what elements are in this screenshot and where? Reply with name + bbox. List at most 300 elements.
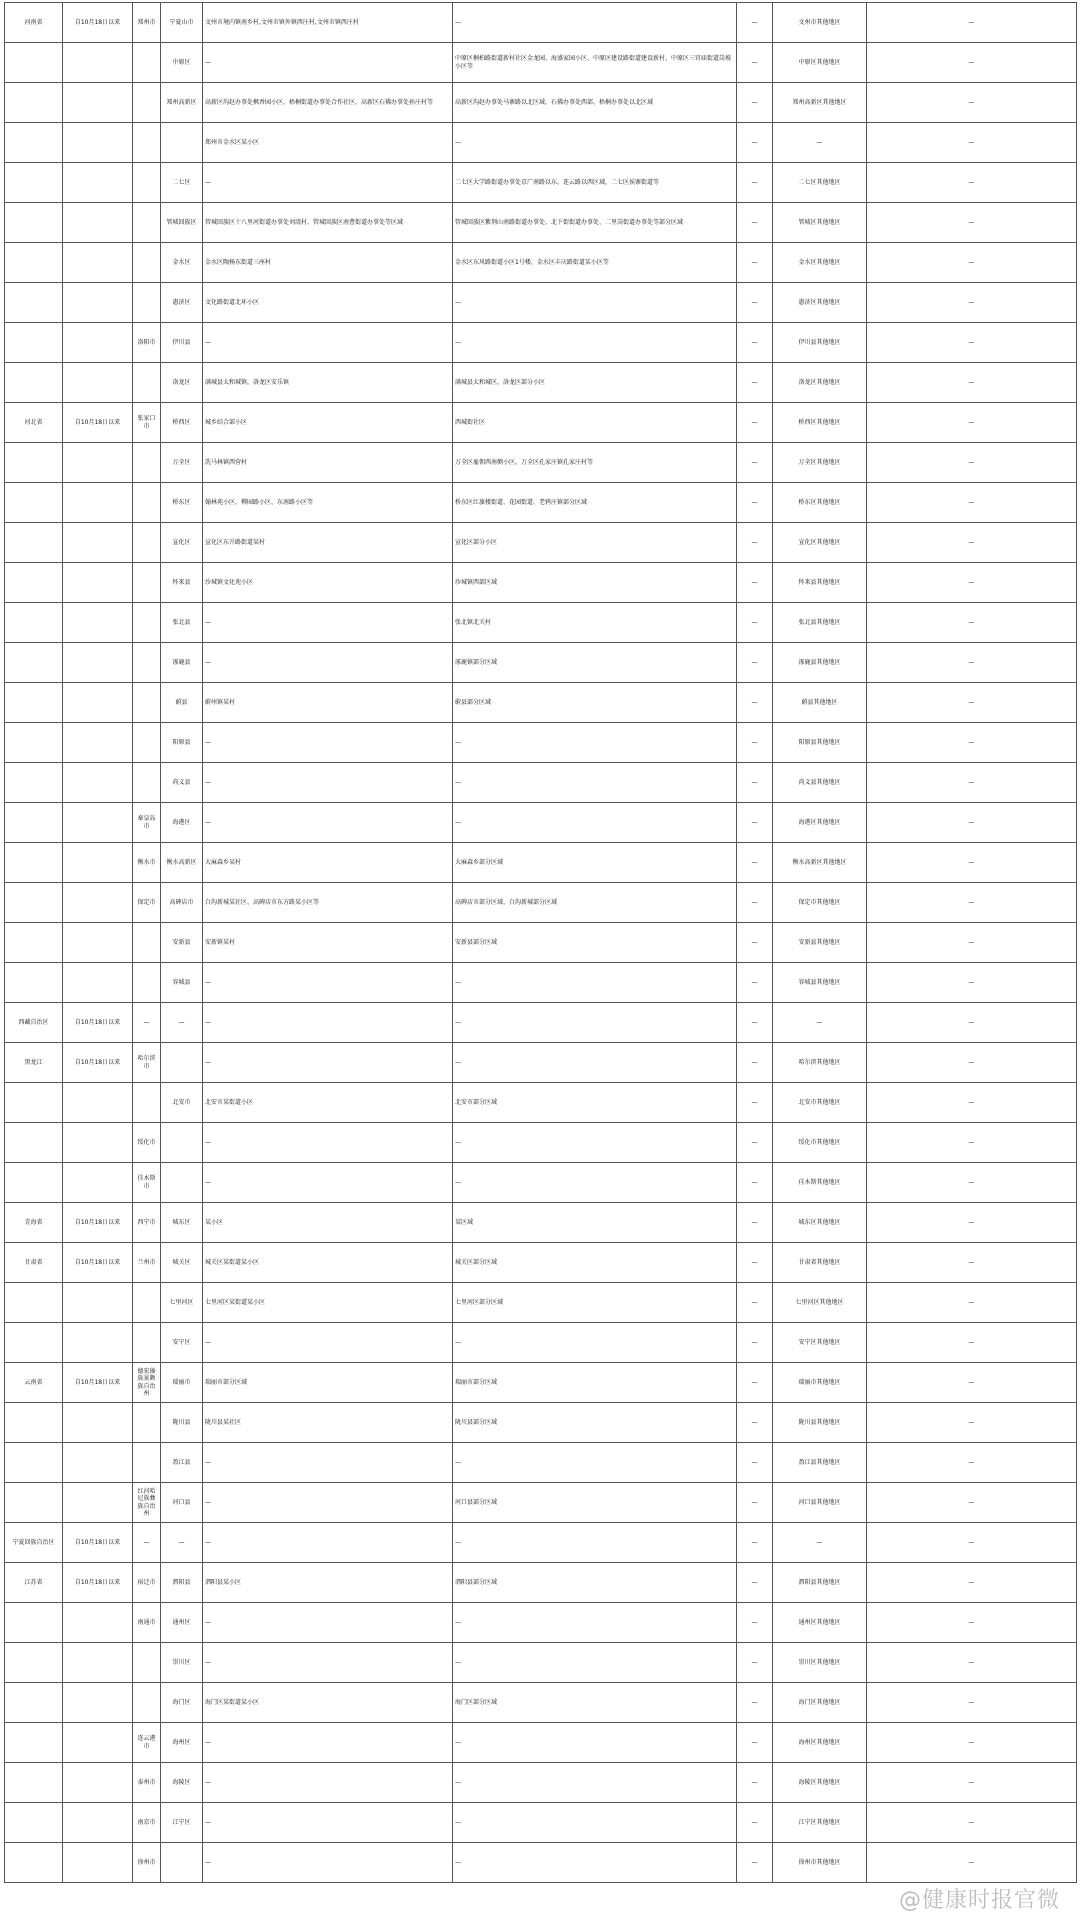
table-row	[5, 963, 1077, 1003]
cell-medium-risk: —	[453, 1123, 737, 1163]
cell-date	[63, 523, 133, 563]
cell-district: 宣化区	[161, 523, 203, 563]
cell-medium-risk: —	[453, 1603, 737, 1643]
cell-note: —	[737, 323, 773, 363]
cell-low-risk: 甘肃省其他地区	[773, 1243, 867, 1283]
cell-province	[5, 1683, 63, 1723]
cell-extra: —	[867, 683, 1077, 723]
cell-province	[5, 923, 63, 963]
cell-low-risk: 金水区其他地区	[773, 243, 867, 283]
cell-city	[133, 83, 161, 123]
cell-extra: —	[867, 1243, 1077, 1283]
cell-extra: —	[867, 1483, 1077, 1523]
cell-district: 二七区	[161, 163, 203, 203]
cell-date: 自10月18日以来	[63, 1523, 133, 1563]
cell-extra: —	[867, 923, 1077, 963]
cell-low-risk: 洛龙区其他地区	[773, 363, 867, 403]
cell-province	[5, 1603, 63, 1643]
cell-medium-risk: 蔚县部分区域	[453, 683, 737, 723]
cell-low-risk: —	[773, 1003, 867, 1043]
cell-district	[161, 1163, 203, 1203]
table-row	[5, 643, 1077, 683]
cell-province	[5, 803, 63, 843]
cell-district	[161, 123, 203, 163]
cell-low-risk: 泗阳县其他地区	[773, 1563, 867, 1603]
cell-note: —	[737, 1203, 773, 1243]
table-row	[5, 443, 1077, 483]
table-row	[5, 243, 1077, 283]
table-row	[5, 923, 1077, 963]
cell-note: —	[737, 563, 773, 603]
cell-district: 惠济区	[161, 283, 203, 323]
cell-high-risk: 郑州市金水区某小区	[203, 123, 453, 163]
cell-province	[5, 1323, 63, 1363]
cell-medium-risk: 河口县部分区域	[453, 1483, 737, 1523]
cell-low-risk: 陇川县其他地区	[773, 1403, 867, 1443]
cell-province	[5, 723, 63, 763]
cell-note: —	[737, 443, 773, 483]
risk-table-body	[5, 3, 1077, 1883]
cell-low-risk: —	[773, 123, 867, 163]
cell-low-risk: 尚义县其他地区	[773, 763, 867, 803]
cell-province	[5, 683, 63, 723]
cell-medium-risk: 西城街社区	[453, 403, 737, 443]
cell-extra: —	[867, 203, 1077, 243]
table-row	[5, 1683, 1077, 1723]
cell-medium-risk: —	[453, 763, 737, 803]
cell-city	[133, 283, 161, 323]
cell-high-risk: —	[203, 1643, 453, 1683]
cell-city	[133, 723, 161, 763]
cell-low-risk: 中原区其他地区	[773, 43, 867, 83]
cell-province	[5, 243, 63, 283]
cell-high-risk: —	[203, 603, 453, 643]
table-row	[5, 603, 1077, 643]
cell-high-risk: —	[203, 323, 453, 363]
cell-high-risk: 北安市某街道小区	[203, 1083, 453, 1123]
cell-district: 阳原县	[161, 723, 203, 763]
table-row	[5, 203, 1077, 243]
cell-city: 保定市	[133, 883, 161, 923]
cell-city	[133, 923, 161, 963]
cell-low-risk: 二七区其他地区	[773, 163, 867, 203]
cell-high-risk: —	[203, 803, 453, 843]
cell-medium-risk: —	[453, 1803, 737, 1843]
cell-medium-risk: —	[453, 1763, 737, 1803]
cell-date: 自10月18日以来	[63, 1043, 133, 1083]
cell-district: 崇川区	[161, 1643, 203, 1683]
table-row	[5, 83, 1077, 123]
cell-district: 蔚县	[161, 683, 203, 723]
cell-note: —	[737, 1043, 773, 1083]
cell-city	[133, 1443, 161, 1483]
cell-medium-risk: —	[453, 1443, 737, 1483]
cell-low-risk: 哈尔滨其他地区	[773, 1043, 867, 1083]
table-row	[5, 1243, 1077, 1283]
cell-note: —	[737, 1083, 773, 1123]
cell-medium-risk: 沙城镇西部区域	[453, 563, 737, 603]
cell-province	[5, 1123, 63, 1163]
cell-extra: —	[867, 1323, 1077, 1363]
cell-district: 泗阳县	[161, 1563, 203, 1603]
table-row	[5, 1003, 1077, 1043]
table-row	[5, 483, 1077, 523]
cell-high-risk: 翰林苑小区、柳园路小区、东南路小区等	[203, 483, 453, 523]
cell-district: 城东区	[161, 1203, 203, 1243]
cell-high-risk: 城乡结合部小区	[203, 403, 453, 443]
cell-date	[63, 1683, 133, 1723]
cell-medium-risk: —	[453, 1043, 737, 1083]
cell-low-risk: 怀来县其他地区	[773, 563, 867, 603]
cell-low-risk: —	[773, 1523, 867, 1563]
cell-city	[133, 203, 161, 243]
cell-date	[63, 283, 133, 323]
cell-medium-risk: 二七区大学路街道办事处京广南路以东、连云路以西区域，二七区侯寨街道等	[453, 163, 737, 203]
cell-city: —	[133, 1523, 161, 1563]
table-row	[5, 763, 1077, 803]
cell-note: —	[737, 1283, 773, 1323]
cell-medium-risk: 张北镇北关村	[453, 603, 737, 643]
cell-district: 伊川县	[161, 323, 203, 363]
cell-extra: —	[867, 283, 1077, 323]
cell-medium-risk: 高新区沟赵办事处马寨路以北区域、石佛办事处西部、梧桐办事处以北区域	[453, 83, 737, 123]
cell-low-risk: 崇川区其他地区	[773, 1643, 867, 1683]
table-row	[5, 1523, 1077, 1563]
cell-date	[63, 203, 133, 243]
cell-city	[133, 1643, 161, 1683]
cell-medium-risk: 某区域	[453, 1203, 737, 1243]
cell-note: —	[737, 483, 773, 523]
cell-low-risk: 安宁区其他地区	[773, 1323, 867, 1363]
cell-district: 衡水高新区	[161, 843, 203, 883]
cell-extra: —	[867, 1603, 1077, 1643]
cell-low-risk: 城东区其他地区	[773, 1203, 867, 1243]
cell-high-risk: —	[203, 43, 453, 83]
cell-date	[63, 1443, 133, 1483]
cell-date: 自10月18日以来	[63, 403, 133, 443]
cell-low-risk: 保定市其他地区	[773, 883, 867, 923]
cell-low-risk: 瑞丽市其他地区	[773, 1363, 867, 1403]
cell-low-risk: 江宁区其他地区	[773, 1803, 867, 1843]
cell-city: 秦皇岛市	[133, 803, 161, 843]
cell-date	[63, 1323, 133, 1363]
cell-medium-risk: 大麻森乡部分区域	[453, 843, 737, 883]
cell-high-risk: —	[203, 1123, 453, 1163]
cell-low-risk: 佳木斯其他地区	[773, 1163, 867, 1203]
cell-province	[5, 603, 63, 643]
cell-date	[63, 443, 133, 483]
cell-low-risk: 通州区其他地区	[773, 1603, 867, 1643]
table-row	[5, 563, 1077, 603]
table-row	[5, 803, 1077, 843]
cell-extra: —	[867, 1123, 1077, 1163]
cell-low-risk: 北安市其他地区	[773, 1083, 867, 1123]
cell-high-risk: 瑞丽市部分区域	[203, 1363, 453, 1403]
cell-extra: —	[867, 403, 1077, 443]
cell-date	[63, 1083, 133, 1123]
cell-city: 佳木斯市	[133, 1163, 161, 1203]
cell-province	[5, 1083, 63, 1123]
cell-extra: —	[867, 443, 1077, 483]
watermark: @健康时报官微	[898, 1888, 1060, 1913]
cell-high-risk: 安新镇某村	[203, 923, 453, 963]
cell-district: 宁夏山市	[161, 3, 203, 43]
cell-extra: —	[867, 963, 1077, 1003]
table-row	[5, 1363, 1077, 1403]
table-row	[5, 363, 1077, 403]
cell-low-risk: 海门区其他地区	[773, 1683, 867, 1723]
cell-note: —	[737, 43, 773, 83]
cell-extra: —	[867, 483, 1077, 523]
cell-district: 容城县	[161, 963, 203, 1003]
cell-city: 绥化市	[133, 1123, 161, 1163]
cell-date	[63, 1483, 133, 1523]
cell-note: —	[737, 1723, 773, 1763]
cell-extra: —	[867, 603, 1077, 643]
cell-city: 西宁市	[133, 1203, 161, 1243]
cell-city: 连云港市	[133, 1723, 161, 1763]
cell-extra: —	[867, 1643, 1077, 1683]
table-row	[5, 843, 1077, 883]
cell-extra: —	[867, 643, 1077, 683]
cell-district: 海陵区	[161, 1763, 203, 1803]
cell-medium-risk: 万全区雇佣西南侧小区，万全区孔家庄镇孔家庄村等	[453, 443, 737, 483]
table-row	[5, 3, 1077, 43]
cell-extra: —	[867, 1363, 1077, 1403]
cell-extra: —	[867, 363, 1077, 403]
cell-high-risk: —	[203, 723, 453, 763]
cell-low-risk: 海州区其他地区	[773, 1723, 867, 1763]
cell-city	[133, 123, 161, 163]
cell-province	[5, 1483, 63, 1523]
cell-date: 自10月18日以来	[63, 1243, 133, 1283]
cell-medium-risk: —	[453, 1523, 737, 1563]
cell-medium-risk: 金水区东风路街道小区1号楼、金水区丰庆路街道某小区等	[453, 243, 737, 283]
cell-district: 安新县	[161, 923, 203, 963]
cell-note: —	[737, 643, 773, 683]
cell-city: 衡水市	[133, 843, 161, 883]
cell-date	[63, 1843, 133, 1883]
cell-medium-risk: 安新县部分区域	[453, 923, 737, 963]
table-row	[5, 683, 1077, 723]
cell-province: 江苏省	[5, 1563, 63, 1603]
cell-low-risk: 徐州市其他地区	[773, 1843, 867, 1883]
cell-medium-risk: —	[453, 3, 737, 43]
cell-extra: —	[867, 1723, 1077, 1763]
cell-date	[63, 1123, 133, 1163]
cell-date	[63, 1723, 133, 1763]
cell-province: 西藏自治区	[5, 1003, 63, 1043]
cell-extra: —	[867, 1803, 1077, 1843]
cell-city	[133, 763, 161, 803]
cell-date	[63, 1603, 133, 1643]
cell-district: 城关区	[161, 1243, 203, 1283]
cell-date: 自10月18日以来	[63, 1363, 133, 1403]
cell-city	[133, 363, 161, 403]
cell-province: 河南省	[5, 3, 63, 43]
cell-extra: —	[867, 243, 1077, 283]
cell-note: —	[737, 763, 773, 803]
cell-district	[161, 1843, 203, 1883]
cell-district: 中原区	[161, 43, 203, 83]
cell-province	[5, 1643, 63, 1683]
table-row	[5, 883, 1077, 923]
cell-note: —	[737, 1643, 773, 1683]
cell-note: —	[737, 1243, 773, 1283]
cell-high-risk: 管城回族区十八里河街道办事处刘湾村、管城回族区南曹街道办事处等区域	[203, 203, 453, 243]
cell-medium-risk: 瑞丽市部分区域	[453, 1363, 737, 1403]
table-row	[5, 163, 1077, 203]
cell-extra: —	[867, 1203, 1077, 1243]
cell-province	[5, 483, 63, 523]
cell-date	[63, 363, 133, 403]
cell-district: 尚义县	[161, 763, 203, 803]
cell-note: —	[737, 1363, 773, 1403]
cell-note: —	[737, 883, 773, 923]
cell-district: 北安市	[161, 1083, 203, 1123]
cell-note: —	[737, 963, 773, 1003]
cell-district: 海门区	[161, 1683, 203, 1723]
cell-extra: —	[867, 1443, 1077, 1483]
cell-province	[5, 83, 63, 123]
cell-medium-risk: —	[453, 963, 737, 1003]
cell-extra: —	[867, 1523, 1077, 1563]
cell-date	[63, 643, 133, 683]
cell-note: —	[737, 523, 773, 563]
cell-low-risk: 衡水高新区其他地区	[773, 843, 867, 883]
table-row	[5, 1603, 1077, 1643]
cell-district: 郑州高新区	[161, 83, 203, 123]
cell-province	[5, 163, 63, 203]
cell-city: 红河哈尼族彝族自治州	[133, 1483, 161, 1523]
cell-date	[63, 1763, 133, 1803]
cell-low-risk: 张北县其他地区	[773, 603, 867, 643]
cell-medium-risk: 北安市部分区域	[453, 1083, 737, 1123]
cell-district: 洛龙区	[161, 363, 203, 403]
cell-province	[5, 363, 63, 403]
cell-note: —	[737, 403, 773, 443]
cell-medium-risk: 城关区部分区域	[453, 1243, 737, 1283]
cell-district: 万全区	[161, 443, 203, 483]
table-row	[5, 123, 1077, 163]
cell-note: —	[737, 1323, 773, 1363]
cell-province: 云南省	[5, 1363, 63, 1403]
cell-note: —	[737, 1603, 773, 1643]
cell-province	[5, 443, 63, 483]
cell-high-risk: —	[203, 1723, 453, 1763]
cell-high-risk: —	[203, 1323, 453, 1363]
cell-extra: —	[867, 1083, 1077, 1123]
cell-city: —	[133, 1003, 161, 1043]
cell-city	[133, 43, 161, 83]
table-row	[5, 323, 1077, 363]
cell-low-risk: 绥化市其他地区	[773, 1123, 867, 1163]
cell-province	[5, 123, 63, 163]
cell-high-risk: 大麻森乡某村	[203, 843, 453, 883]
cell-extra: —	[867, 1843, 1077, 1883]
cell-district: 通州区	[161, 1603, 203, 1643]
cell-high-risk: —	[203, 163, 453, 203]
cell-city	[133, 1403, 161, 1443]
cell-high-risk: —	[203, 1163, 453, 1203]
cell-date	[63, 963, 133, 1003]
cell-date	[63, 763, 133, 803]
cell-medium-risk: —	[453, 1163, 737, 1203]
table-row	[5, 283, 1077, 323]
cell-note: —	[737, 3, 773, 43]
cell-low-risk: 万全区其他地区	[773, 443, 867, 483]
cell-extra: —	[867, 843, 1077, 883]
cell-extra: —	[867, 883, 1077, 923]
cell-medium-risk: —	[453, 323, 737, 363]
cell-low-risk: 盈江县其他地区	[773, 1443, 867, 1483]
table-row	[5, 1043, 1077, 1083]
cell-district: —	[161, 1523, 203, 1563]
cell-province	[5, 43, 63, 83]
cell-low-risk: 文州市其他地区	[773, 3, 867, 43]
cell-high-risk: —	[203, 1843, 453, 1883]
cell-note: —	[737, 1683, 773, 1723]
cell-medium-risk: 泗阳县部分区域	[453, 1563, 737, 1603]
cell-date	[63, 683, 133, 723]
cell-province	[5, 843, 63, 883]
cell-medium-risk: 涿鹿镇部分区域	[453, 643, 737, 683]
cell-high-risk: —	[203, 1803, 453, 1843]
risk-area-table	[4, 2, 1077, 1883]
cell-district: 管城回族区	[161, 203, 203, 243]
cell-note: —	[737, 1843, 773, 1883]
cell-city	[133, 1283, 161, 1323]
cell-district: 高碑店市	[161, 883, 203, 923]
cell-date	[63, 43, 133, 83]
cell-district: 海州区	[161, 1723, 203, 1763]
cell-high-risk: 七里河区某街道某小区	[203, 1283, 453, 1323]
cell-province: 青海省	[5, 1203, 63, 1243]
table-row	[5, 1763, 1077, 1803]
cell-province: 宁夏回族自治区	[5, 1523, 63, 1563]
cell-city: 张家口市	[133, 403, 161, 443]
cell-medium-risk: —	[453, 283, 737, 323]
cell-note: —	[737, 283, 773, 323]
cell-extra: —	[867, 1403, 1077, 1443]
cell-low-risk: 蔚县其他地区	[773, 683, 867, 723]
cell-low-risk: 七里河区其他地区	[773, 1283, 867, 1323]
cell-medium-risk: 海门区部分区域	[453, 1683, 737, 1723]
cell-note: —	[737, 683, 773, 723]
cell-city	[133, 523, 161, 563]
cell-date	[63, 123, 133, 163]
cell-medium-risk: 高碑店市部分区域、白沟新城部分区域	[453, 883, 737, 923]
cell-date	[63, 603, 133, 643]
cell-extra: —	[867, 523, 1077, 563]
cell-high-risk: 泗阳县某小区	[203, 1563, 453, 1603]
cell-high-risk: 文州市境内镇南乡村,文州市镇外镇西庄村,文州市镇西庄村	[203, 3, 453, 43]
cell-province	[5, 563, 63, 603]
cell-note: —	[737, 123, 773, 163]
cell-medium-risk: 中原区桐柏路街道新村社区金龙园、海盛家园小区、中原区建设路街道建设新村、中原区三官庙街道岗坡小区等	[453, 43, 737, 83]
cell-district: 瑞丽市	[161, 1363, 203, 1403]
cell-city	[133, 483, 161, 523]
table-row	[5, 1443, 1077, 1483]
cell-date: 自10月18日以来	[63, 1203, 133, 1243]
cell-extra: —	[867, 1003, 1077, 1043]
cell-medium-risk: 七里河区部分区域	[453, 1283, 737, 1323]
table-row	[5, 1403, 1077, 1443]
cell-low-risk: 阳原县其他地区	[773, 723, 867, 763]
table-row	[5, 43, 1077, 83]
cell-high-risk: 洗马林镇西营村	[203, 443, 453, 483]
cell-date	[63, 803, 133, 843]
